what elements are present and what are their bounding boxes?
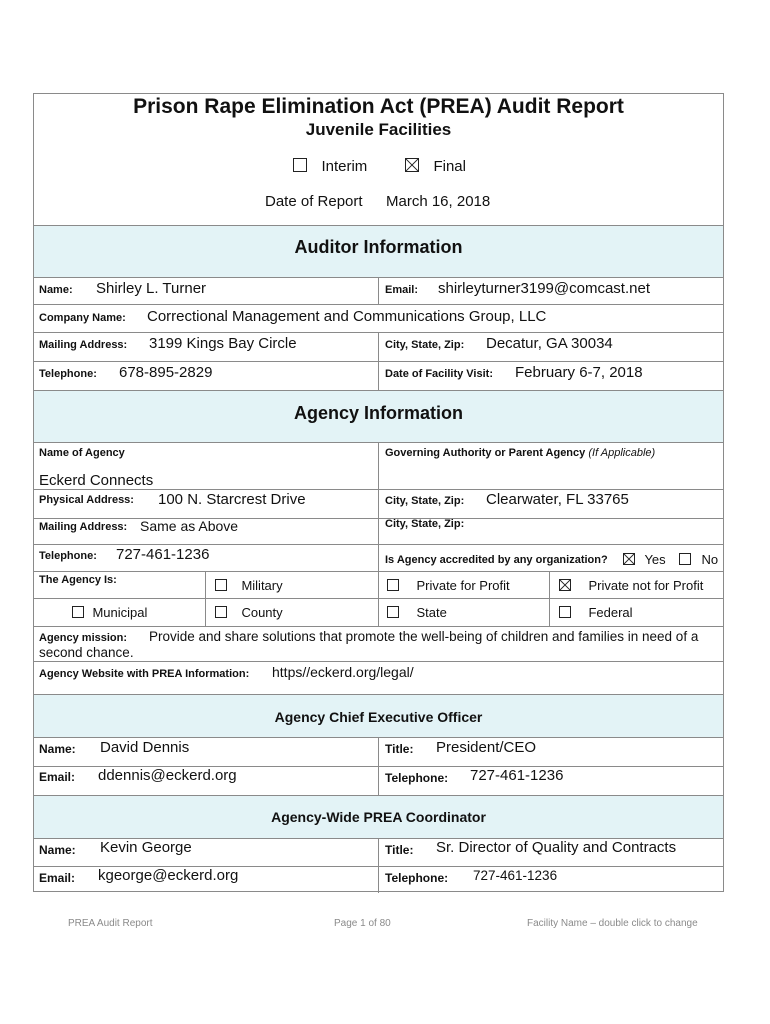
auditor-name: Shirley L. Turner	[96, 280, 207, 297]
agency-website-label: Agency Website with PREA Information:	[39, 668, 250, 680]
interim-checkbox-group[interactable]	[293, 158, 367, 176]
auditor-name-label: Name:	[39, 284, 73, 296]
agency-city: Clearwater, FL 33765	[486, 491, 629, 508]
auditor-email-label: Email:	[385, 284, 419, 296]
county-checkbox[interactable]	[215, 606, 227, 618]
agency-phone-label: Telephone:	[39, 550, 97, 562]
accredited-yes-checkbox[interactable]	[623, 553, 635, 565]
date-of-report-label: Date of Report	[265, 193, 363, 210]
interim-checkbox[interactable]	[293, 158, 307, 172]
agency-type-label: The Agency Is:	[39, 574, 117, 586]
municipal-checkbox[interactable]	[72, 606, 84, 618]
auditor-mailing: 3199 Kings Bay Circle	[149, 335, 297, 352]
auditor-section-title: Auditor Information	[294, 237, 463, 257]
coordinator-phone-label: Telephone:	[385, 871, 449, 885]
agency-name-label: Name of Agency	[39, 447, 125, 459]
coordinator-name-label: Name:	[39, 843, 76, 857]
ceo-title-label: Title:	[385, 742, 414, 756]
private-profit-label: Private for Profit	[416, 578, 510, 593]
agency-mission-label: Agency mission:	[39, 632, 128, 644]
governing-authority-label	[385, 447, 655, 459]
state-option[interactable]	[387, 604, 447, 622]
private-profit-checkbox[interactable]	[387, 579, 399, 591]
auditor-city: Decatur, GA 30034	[486, 335, 613, 352]
ceo-name: David Dennis	[100, 739, 190, 756]
state-checkbox[interactable]	[387, 606, 399, 618]
final-checkbox-group[interactable]	[405, 158, 466, 176]
physical-address: 100 N. Starcrest Drive	[158, 491, 306, 508]
coordinator-name: Kevin George	[100, 839, 192, 856]
accredited-yes-group[interactable]	[623, 551, 666, 569]
federal-checkbox[interactable]	[559, 606, 571, 618]
footer-page-number: Page 1 of 80	[334, 918, 391, 929]
final-checkbox[interactable]	[405, 158, 419, 172]
auditor-phone: 678-895-2829	[119, 364, 213, 381]
ceo-email: ddennis@eckerd.org	[98, 767, 237, 784]
facility-visit-date: February 6-7, 2018	[515, 364, 643, 381]
interim-label: Interim	[321, 158, 368, 175]
ceo-name-label: Name:	[39, 742, 76, 756]
coordinator-section-title: Agency-Wide PREA Coordinator	[271, 809, 486, 825]
federal-option[interactable]	[559, 604, 633, 622]
agency-mission-line1: Provide and share solutions that promote the well-being of children and families in need of a	[149, 629, 699, 644]
facility-visit-label: Date of Facility Visit:	[385, 368, 493, 380]
auditor-email: shirleyturner3199@comcast.net	[438, 280, 650, 297]
agency-mailing-label: Mailing Address:	[39, 521, 128, 533]
agency-website: https//eckerd.org/legal/	[272, 664, 414, 680]
state-label: State	[416, 605, 447, 620]
military-option[interactable]	[215, 577, 283, 595]
private-nonprofit-checkbox[interactable]	[559, 579, 571, 591]
report-subtitle: Juvenile Facilities	[305, 120, 452, 139]
agency-name: Eckerd Connects	[39, 472, 154, 489]
coordinator-email: kgeorge@eckerd.org	[98, 867, 239, 884]
agency-phone: 727-461-1236	[116, 546, 210, 563]
audit-form	[33, 93, 724, 892]
auditor-city-label: City, State, Zip:	[385, 339, 465, 351]
agency-city2-label: City, State, Zip:	[385, 518, 465, 530]
auditor-company-label: Company Name:	[39, 312, 126, 324]
private-nonprofit-label: Private not for Profit	[588, 578, 704, 593]
report-title: Prison Rape Elimination Act (PREA) Audit Report	[133, 95, 624, 118]
ceo-phone: 727-461-1236	[470, 767, 564, 784]
coordinator-email-label: Email:	[39, 871, 76, 885]
agency-mailing: Same as Above	[140, 518, 239, 534]
private-nonprofit-option[interactable]	[559, 577, 703, 595]
private-profit-option[interactable]	[387, 577, 510, 595]
coordinator-title-label: Title:	[385, 843, 414, 857]
accredited-no-label: No	[701, 552, 719, 567]
federal-label: Federal	[588, 605, 633, 620]
municipal-label: Municipal	[92, 605, 148, 620]
agency-city-label: City, State, Zip:	[385, 495, 465, 507]
governing-authority-text: Governing Authority or Parent Agency	[385, 447, 586, 459]
accredited-yes-label: Yes	[644, 552, 666, 567]
ceo-email-label: Email:	[39, 770, 76, 784]
accredited-no-checkbox[interactable]	[679, 553, 691, 565]
military-checkbox[interactable]	[215, 579, 227, 591]
footer-report-name: PREA Audit Report	[68, 918, 153, 929]
auditor-company: Correctional Management and Communications Group, LLC	[147, 308, 547, 325]
auditor-phone-label: Telephone:	[39, 368, 97, 380]
date-of-report-value: March 16, 2018	[386, 193, 491, 210]
accredited-no-group[interactable]	[679, 551, 718, 569]
ceo-section-title: Agency Chief Executive Officer	[274, 709, 483, 725]
coordinator-phone: 727-461-1236	[473, 868, 558, 883]
coordinator-title: Sr. Director of Quality and Contracts	[436, 839, 677, 856]
agency-section-title: Agency Information	[293, 403, 463, 423]
final-label: Final	[433, 158, 466, 175]
agency-mission-line2: second chance.	[39, 645, 134, 660]
military-label: Military	[241, 578, 283, 593]
footer-facility-name[interactable]: Facility Name – double click to change	[527, 918, 698, 929]
county-option[interactable]	[215, 604, 283, 622]
ceo-title: President/CEO	[436, 739, 537, 756]
municipal-option[interactable]	[72, 604, 147, 622]
ceo-phone-label: Telephone:	[385, 771, 449, 785]
physical-address-label: Physical Address:	[39, 494, 134, 506]
auditor-mailing-label: Mailing Address:	[39, 339, 128, 351]
county-label: County	[241, 605, 283, 620]
accredited-question: Is Agency accredited by any organization?	[385, 554, 608, 566]
governing-authority-note: (If Applicable)	[588, 447, 656, 459]
